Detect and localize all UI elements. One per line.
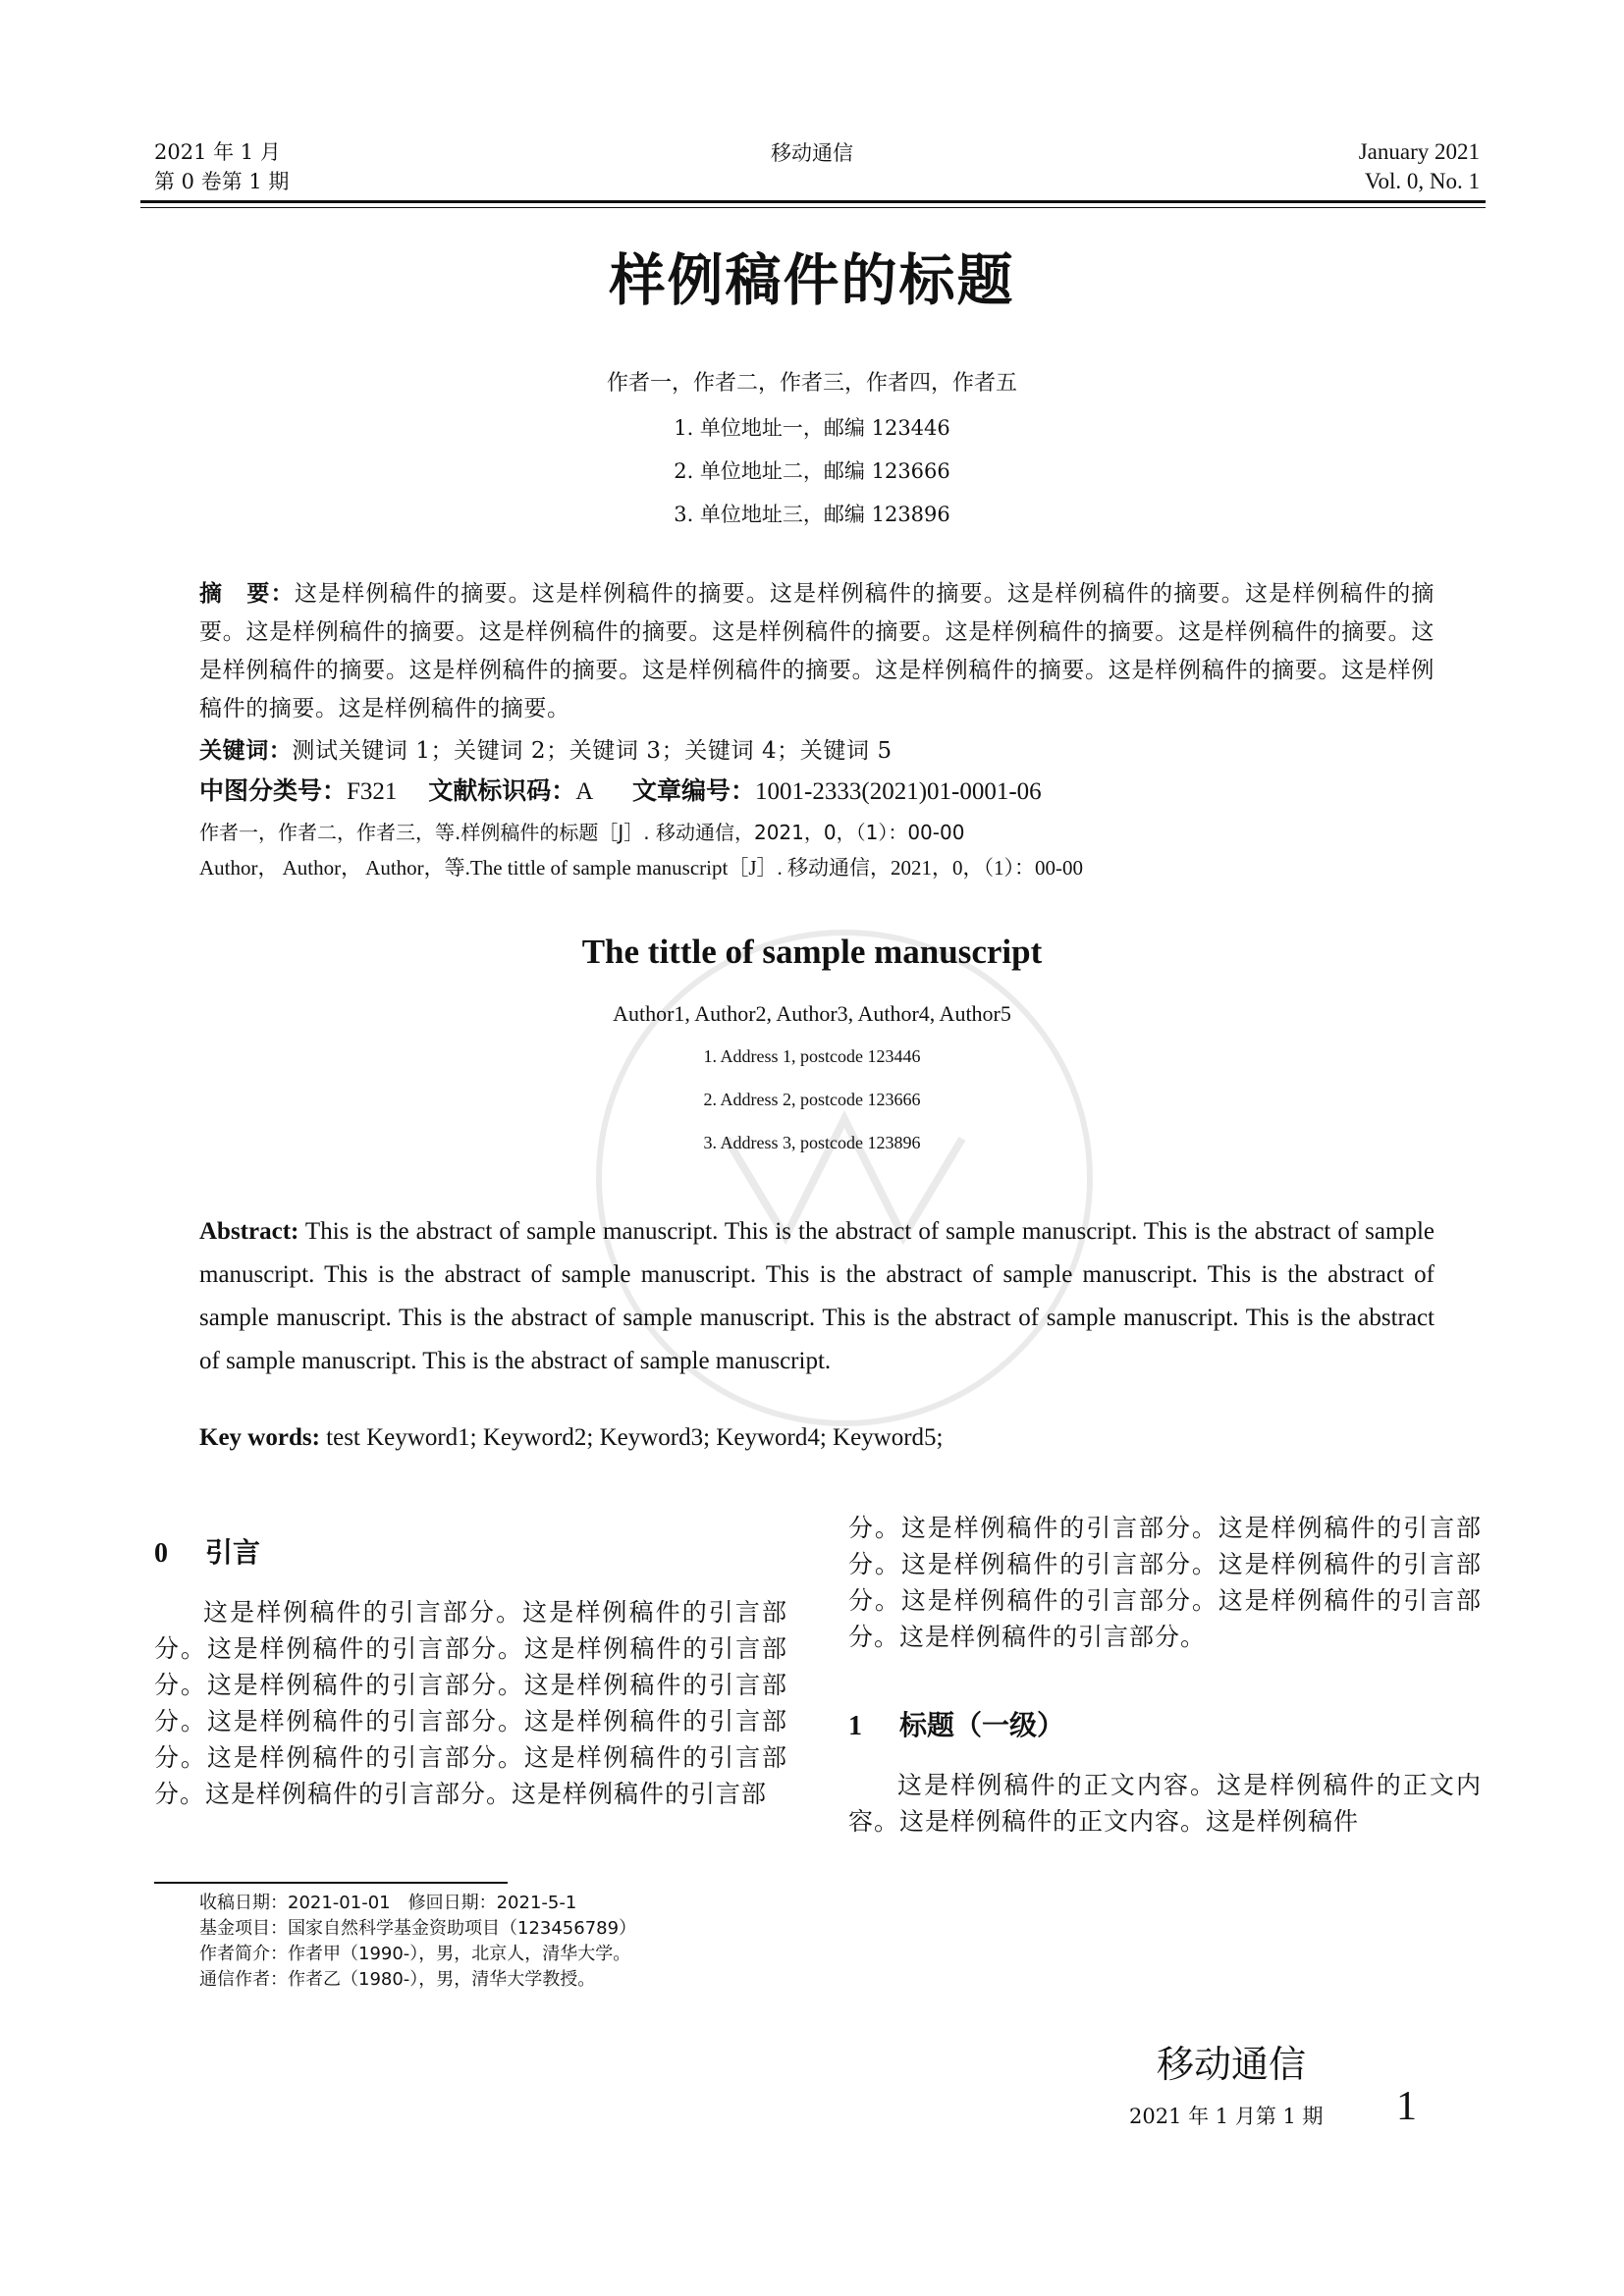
section-0-number: 0 [154,1538,168,1569]
keywords-en-text: test Keyword1; Keyword2; Keyword3; Keyword4; Keyword5; [326,1424,944,1451]
abstract-en-label: Abstract: [199,1218,299,1245]
title-cn: 样例稿件的标题 [609,248,1015,313]
title-en: The tittle of sample manuscript [581,933,1043,971]
header-date-en: January 2021 [1358,139,1480,164]
abstract-cn-text: 这是样例稿件的摘要。这是样例稿件的摘要。这是样例稿件的摘要。这是样例稿件的摘要。这是样例稿件的摘要。这是样例稿件的摘要。这是样例稿件的摘要。这是样例稿件的摘要。这是样例稿件的摘要。这是样例稿件的摘要。这是样例稿件的摘要。这是样例稿件的摘要。这是样例稿件的摘要。这是样例稿件的摘要。这是样例稿件的摘要。这是样例稿件的摘要。这是样例稿件的摘要。 [199,581,1435,721]
footnote-bio: 作者简介：作者甲（1990-），男，北京人，清华大学。 [199,1944,631,1964]
abstract-en [199,1210,1435,1383]
page-number: 1 [1396,2084,1417,2129]
authors-en: Author1, Author2, Author3, Author4, Author5 [613,1001,1011,1026]
clc-value: F321 [347,778,398,805]
citation-en: Author， Author， Author，等.The tittle of sample manuscript［J］. 移动通信，2021，0，（1）：00-00 [199,856,1084,880]
address-en-1: 1. Address 1, postcode 123446 [703,1046,921,1066]
authors-cn: 作者一，作者二，作者三，作者四，作者五 [606,371,1017,396]
footnote-received: 收稿日期：2021-01-01 修回日期：2021-5-1 [199,1893,577,1913]
keywords-cn [199,732,1435,771]
abstract-cn-label: 摘 要： [199,581,295,607]
keywords-cn-text: 测试关键词 1；关键词 2；关键词 3；关键词 4；关键词 5 [292,738,893,764]
header-volume-en: Vol. 0, No. 1 [1364,169,1480,193]
abstract-cn [199,575,1435,728]
section-0-title: 引言 [205,1536,261,1569]
address-en-2: 2. Address 2, postcode 123666 [703,1090,921,1109]
header-rule-thick [140,200,1486,203]
section-1-number: 1 [848,1711,862,1741]
footnote-fund: 基金项目：国家自然科学基金资助项目（123456789） [199,1918,637,1939]
classification-line [199,772,1435,811]
footer-journal: 移动通信 [1157,2043,1307,2086]
address-cn-1: 1. 单位地址一，邮编 123446 [674,416,950,440]
keywords-en [199,1424,944,1452]
section-1-title: 标题（一级） [899,1709,1065,1741]
header-rule-thin [140,207,1486,208]
footnotes [199,1891,636,1993]
footer-issue: 2021 年 1 月第 1 期 [1129,2105,1324,2128]
clc-label: 中图分类号： [199,776,348,805]
section-1-heading [848,1704,1482,1743]
section-0-text-left: 这是样例稿件的引言部分。这是样例稿件的引言部分。这是样例稿件的引言部分。这是样例稿件的引言部分。这是样例稿件的引言部分。这是样例稿件的引言部分。这是样例稿件的引言部分。这是样例稿件的引言部分。这是样例稿件的引言部分。这是样例稿件的引言部分。这是样例稿件的引言部分。这是样例稿件的引言部 [154,1598,787,1808]
footnote-rule [154,1882,508,1884]
doc-code-label: 文献标识码： [428,776,576,805]
section-0-text-right: 分。这是样例稿件的引言部分。这是样例稿件的引言部分。这是样例稿件的引言部分。这是样例稿件的引言部分。这是样例稿件的引言部分。这是样例稿件的引言部分。这是样例稿件的引言部分。 [848,1514,1482,1651]
footnote-corresponding: 通信作者：作者乙（1980-），男，清华大学教授。 [199,1969,596,1990]
citation-cn: 作者一，作者二，作者三，等.样例稿件的标题［J］. 移动通信，2021，0，（1）：00-00 [199,821,965,844]
abstract-en-text: This is the abstract of sample manuscript. This is the abstract of sample manuscript. This is the abstract of sample manuscript. This is the abstract of sample manuscript. This is the abstract of sample manuscript. This is the abstract of sample manuscript. This is the abstract of sample manuscript. This is the abstract of sample manuscript. This is the abstract of sample manuscript. This is the abstract of sample manuscript. [199,1218,1435,1374]
header-right [1359,137,1480,196]
article-no-value: 1001-2333(2021)01-0001-06 [755,778,1042,805]
article-no-label: 文章编号： [632,776,756,805]
header-date-cn: 2021 年 1 月 [154,140,281,164]
watermark-logo [550,883,1139,1472]
address-cn-3: 3. 单位地址三，邮编 123896 [674,503,950,526]
header-volume-cn: 第 0 卷第 1 期 [154,170,290,193]
keywords-cn-label: 关键词： [199,738,293,764]
section-0-heading [154,1531,787,1571]
header-journal: 移动通信 [771,141,853,165]
section-1-text: 这是样例稿件的正文内容。这是样例稿件的正文内容。这是样例稿件的正文内容。这是样例稿件 [848,1771,1482,1836]
address-en-3: 3. Address 3, postcode 123896 [703,1133,921,1152]
doc-code-value: A [575,778,594,805]
address-cn-2: 2. 单位地址二，邮编 123666 [674,459,950,483]
keywords-en-label: Key words: [199,1424,320,1451]
